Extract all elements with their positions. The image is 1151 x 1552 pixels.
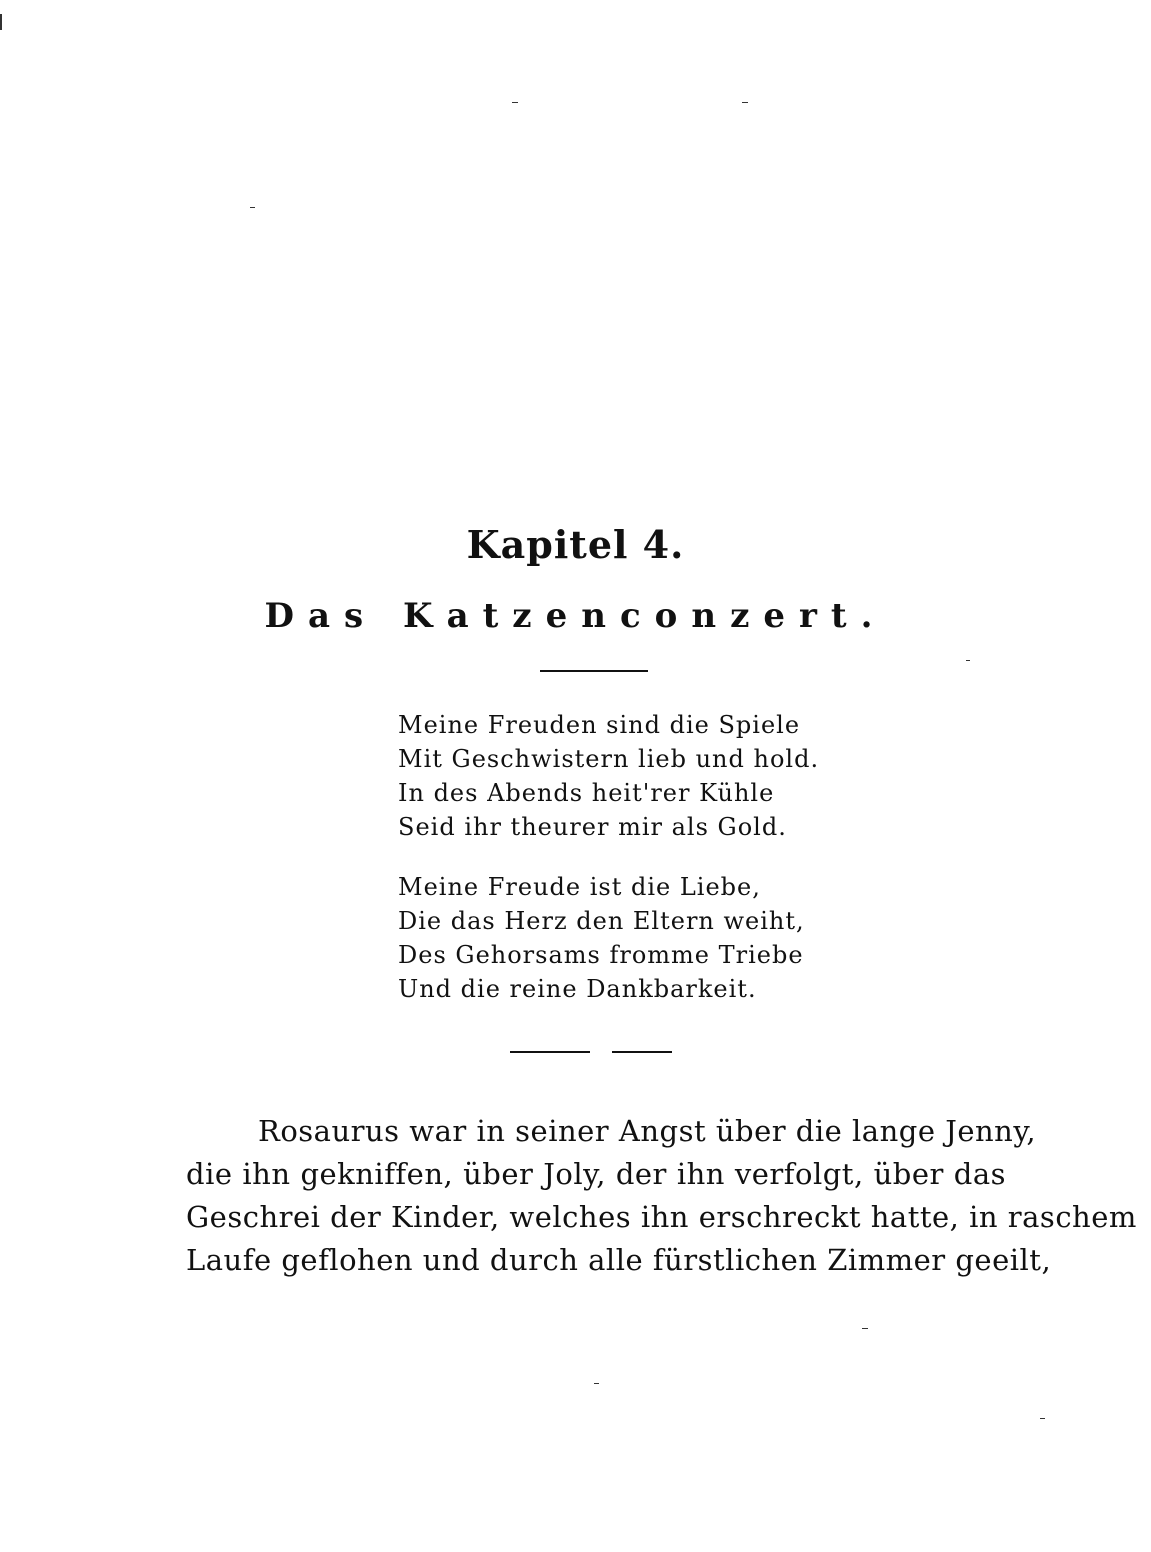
- scan-speck: [862, 1328, 868, 1329]
- scan-speck: [512, 102, 518, 103]
- ornamental-rule-bottom: [510, 1051, 590, 1053]
- chapter-title: Kapitel 4.: [466, 522, 685, 567]
- poem-line: Meine Freuden sind die Spiele: [398, 711, 801, 739]
- poem-line: Mit Geschwistern lieb und hold.: [398, 745, 820, 773]
- ornamental-rule-bottom: [612, 1051, 672, 1053]
- prose-line: Rosaurus war in seiner Angst über die lange Jenny,: [258, 1114, 1037, 1148]
- scan-speck: [250, 207, 255, 208]
- prose-line: Geschrei der Kinder, welches ihn erschreckt hatte, in raschem: [186, 1200, 1137, 1234]
- poem-line: Seid ihr theurer mir als Gold.: [398, 813, 787, 841]
- poem-stanza-1: [398, 708, 819, 844]
- poem-stanza-2: [398, 870, 819, 1006]
- scan-speck: [966, 660, 970, 661]
- scan-speck: [594, 1383, 599, 1384]
- scan-speck: [1040, 1418, 1045, 1419]
- poem-line: Und die reine Dankbarkeit.: [398, 975, 757, 1003]
- poem-line: Die das Herz den Eltern weiht,: [398, 907, 805, 935]
- prose-line: Laufe geflohen und durch alle fürstlichen Zimmer geeilt,: [186, 1243, 1052, 1277]
- prose-paragraph: [186, 1110, 1137, 1282]
- ornamental-rule-top: [540, 670, 648, 672]
- poem: [398, 708, 819, 1006]
- poem-line: Meine Freude ist die Liebe,: [398, 873, 761, 901]
- scan-speck: [0, 14, 2, 30]
- scan-speck: [742, 102, 748, 103]
- prose-line: die ihn gekniffen, über Joly, der ihn verfolgt, über das: [186, 1157, 1006, 1191]
- chapter-subtitle: Das Katzenconzert.: [264, 596, 887, 636]
- poem-line: Des Gehorsams fromme Triebe: [398, 941, 804, 969]
- poem-line: In des Abends heit'rer Kühle: [398, 779, 775, 807]
